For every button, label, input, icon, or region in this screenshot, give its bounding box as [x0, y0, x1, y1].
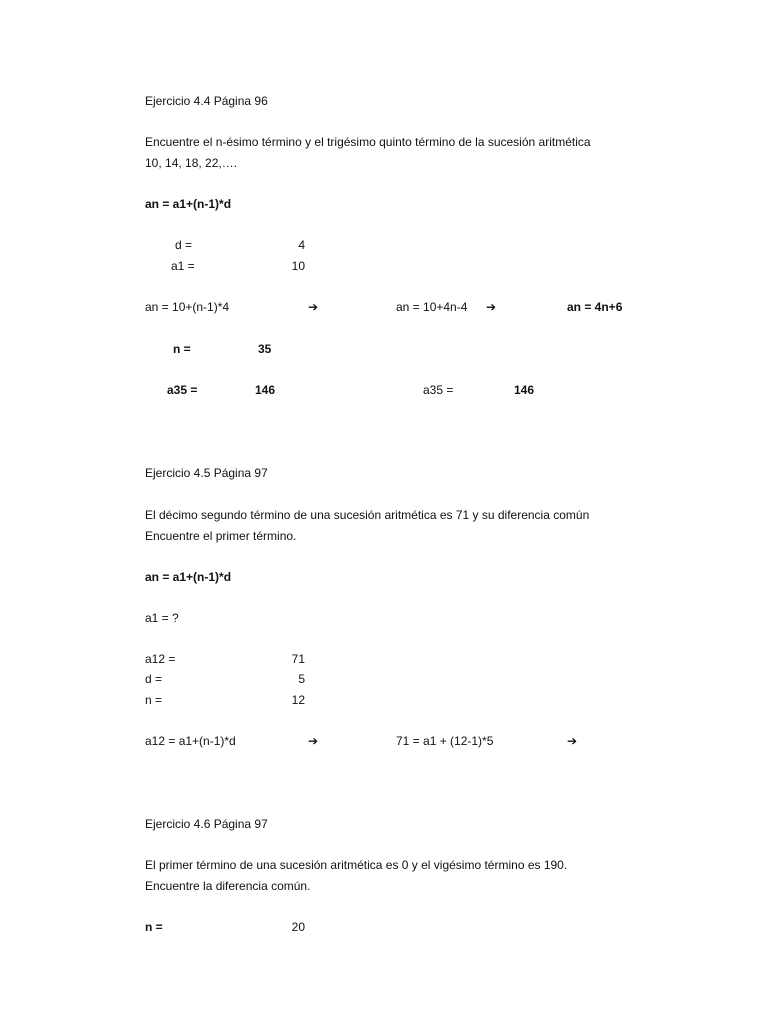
arrow-right-icon: ➔ — [308, 734, 319, 748]
exercise-4-5-a12-value: 71 — [291, 652, 305, 666]
exercise-4-5-step-1: a12 = a1+(n-1)*d — [145, 734, 236, 748]
exercise-4-5-step-2: 71 = a1 + (12-1)*5 — [396, 734, 494, 748]
exercise-4-5-formula: an = a1+(n-1)*d — [145, 570, 232, 584]
exercise-4-4-a35-value-left: 146 — [255, 383, 276, 397]
exercise-4-4-d-value: 4 — [298, 238, 305, 252]
exercise-4-4-statement-line-1: Encuentre el n-ésimo término y el trigésimo quinto término de la sucesión aritmética — [145, 135, 591, 149]
arrow-right-icon: ➔ — [308, 300, 319, 314]
exercise-4-5-statement-line-1: El décimo segundo término de una sucesión aritmética es 71 y su diferencia común — [145, 508, 590, 522]
exercise-4-4-step-3: an = 4n+6 — [567, 300, 623, 314]
exercise-4-5-d-label: d = — [145, 672, 163, 686]
exercise-4-4-a35-label-left: a35 = — [167, 383, 198, 397]
exercise-4-6-heading: Ejercicio 4.6 Página 97 — [145, 817, 268, 831]
exercise-4-5-statement-line-2: Encuentre el primer término. — [145, 529, 297, 543]
exercise-4-5-n-label: n = — [145, 693, 163, 707]
exercise-4-4-heading: Ejercicio 4.4 Página 96 — [145, 94, 268, 108]
exercise-4-5-a12-label: a12 = — [145, 652, 176, 666]
exercise-4-4-a1-label: a1 = — [171, 259, 195, 273]
exercise-4-4-a1-value: 10 — [291, 259, 305, 273]
exercise-4-4-step-1: an = 10+(n-1)*4 — [145, 300, 230, 314]
exercise-4-5-heading: Ejercicio 4.5 Página 97 — [145, 466, 268, 480]
arrow-right-icon: ➔ — [567, 734, 578, 748]
exercise-4-4-step-2: an = 10+4n-4 — [396, 300, 468, 314]
exercise-4-4-a35-label-right: a35 = — [423, 383, 454, 397]
exercise-4-4-statement-line-2: 10, 14, 18, 22,…. — [145, 156, 238, 170]
exercise-4-5-d-value: 5 — [298, 672, 305, 686]
arrow-right-icon: ➔ — [486, 300, 497, 314]
exercise-4-6-statement-line-1: El primer término de una sucesión aritmética es 0 y el vigésimo término es 190. — [145, 858, 568, 872]
exercise-4-6-statement-line-2: Encuentre la diferencia común. — [145, 879, 311, 893]
exercise-4-4-d-label: d = — [175, 238, 193, 252]
exercise-4-4-n-value: 35 — [258, 342, 272, 356]
exercise-4-4-formula: an = a1+(n-1)*d — [145, 197, 232, 211]
exercise-4-5-unknown: a1 = ? — [145, 611, 179, 625]
exercise-4-4-a35-value-right: 146 — [514, 383, 535, 397]
exercise-4-4-n-label: n = — [173, 342, 191, 356]
exercise-4-5-n-value: 12 — [291, 693, 305, 707]
exercise-4-6-n-value: 20 — [291, 920, 305, 934]
exercise-4-6-n-label: n = — [145, 920, 163, 934]
